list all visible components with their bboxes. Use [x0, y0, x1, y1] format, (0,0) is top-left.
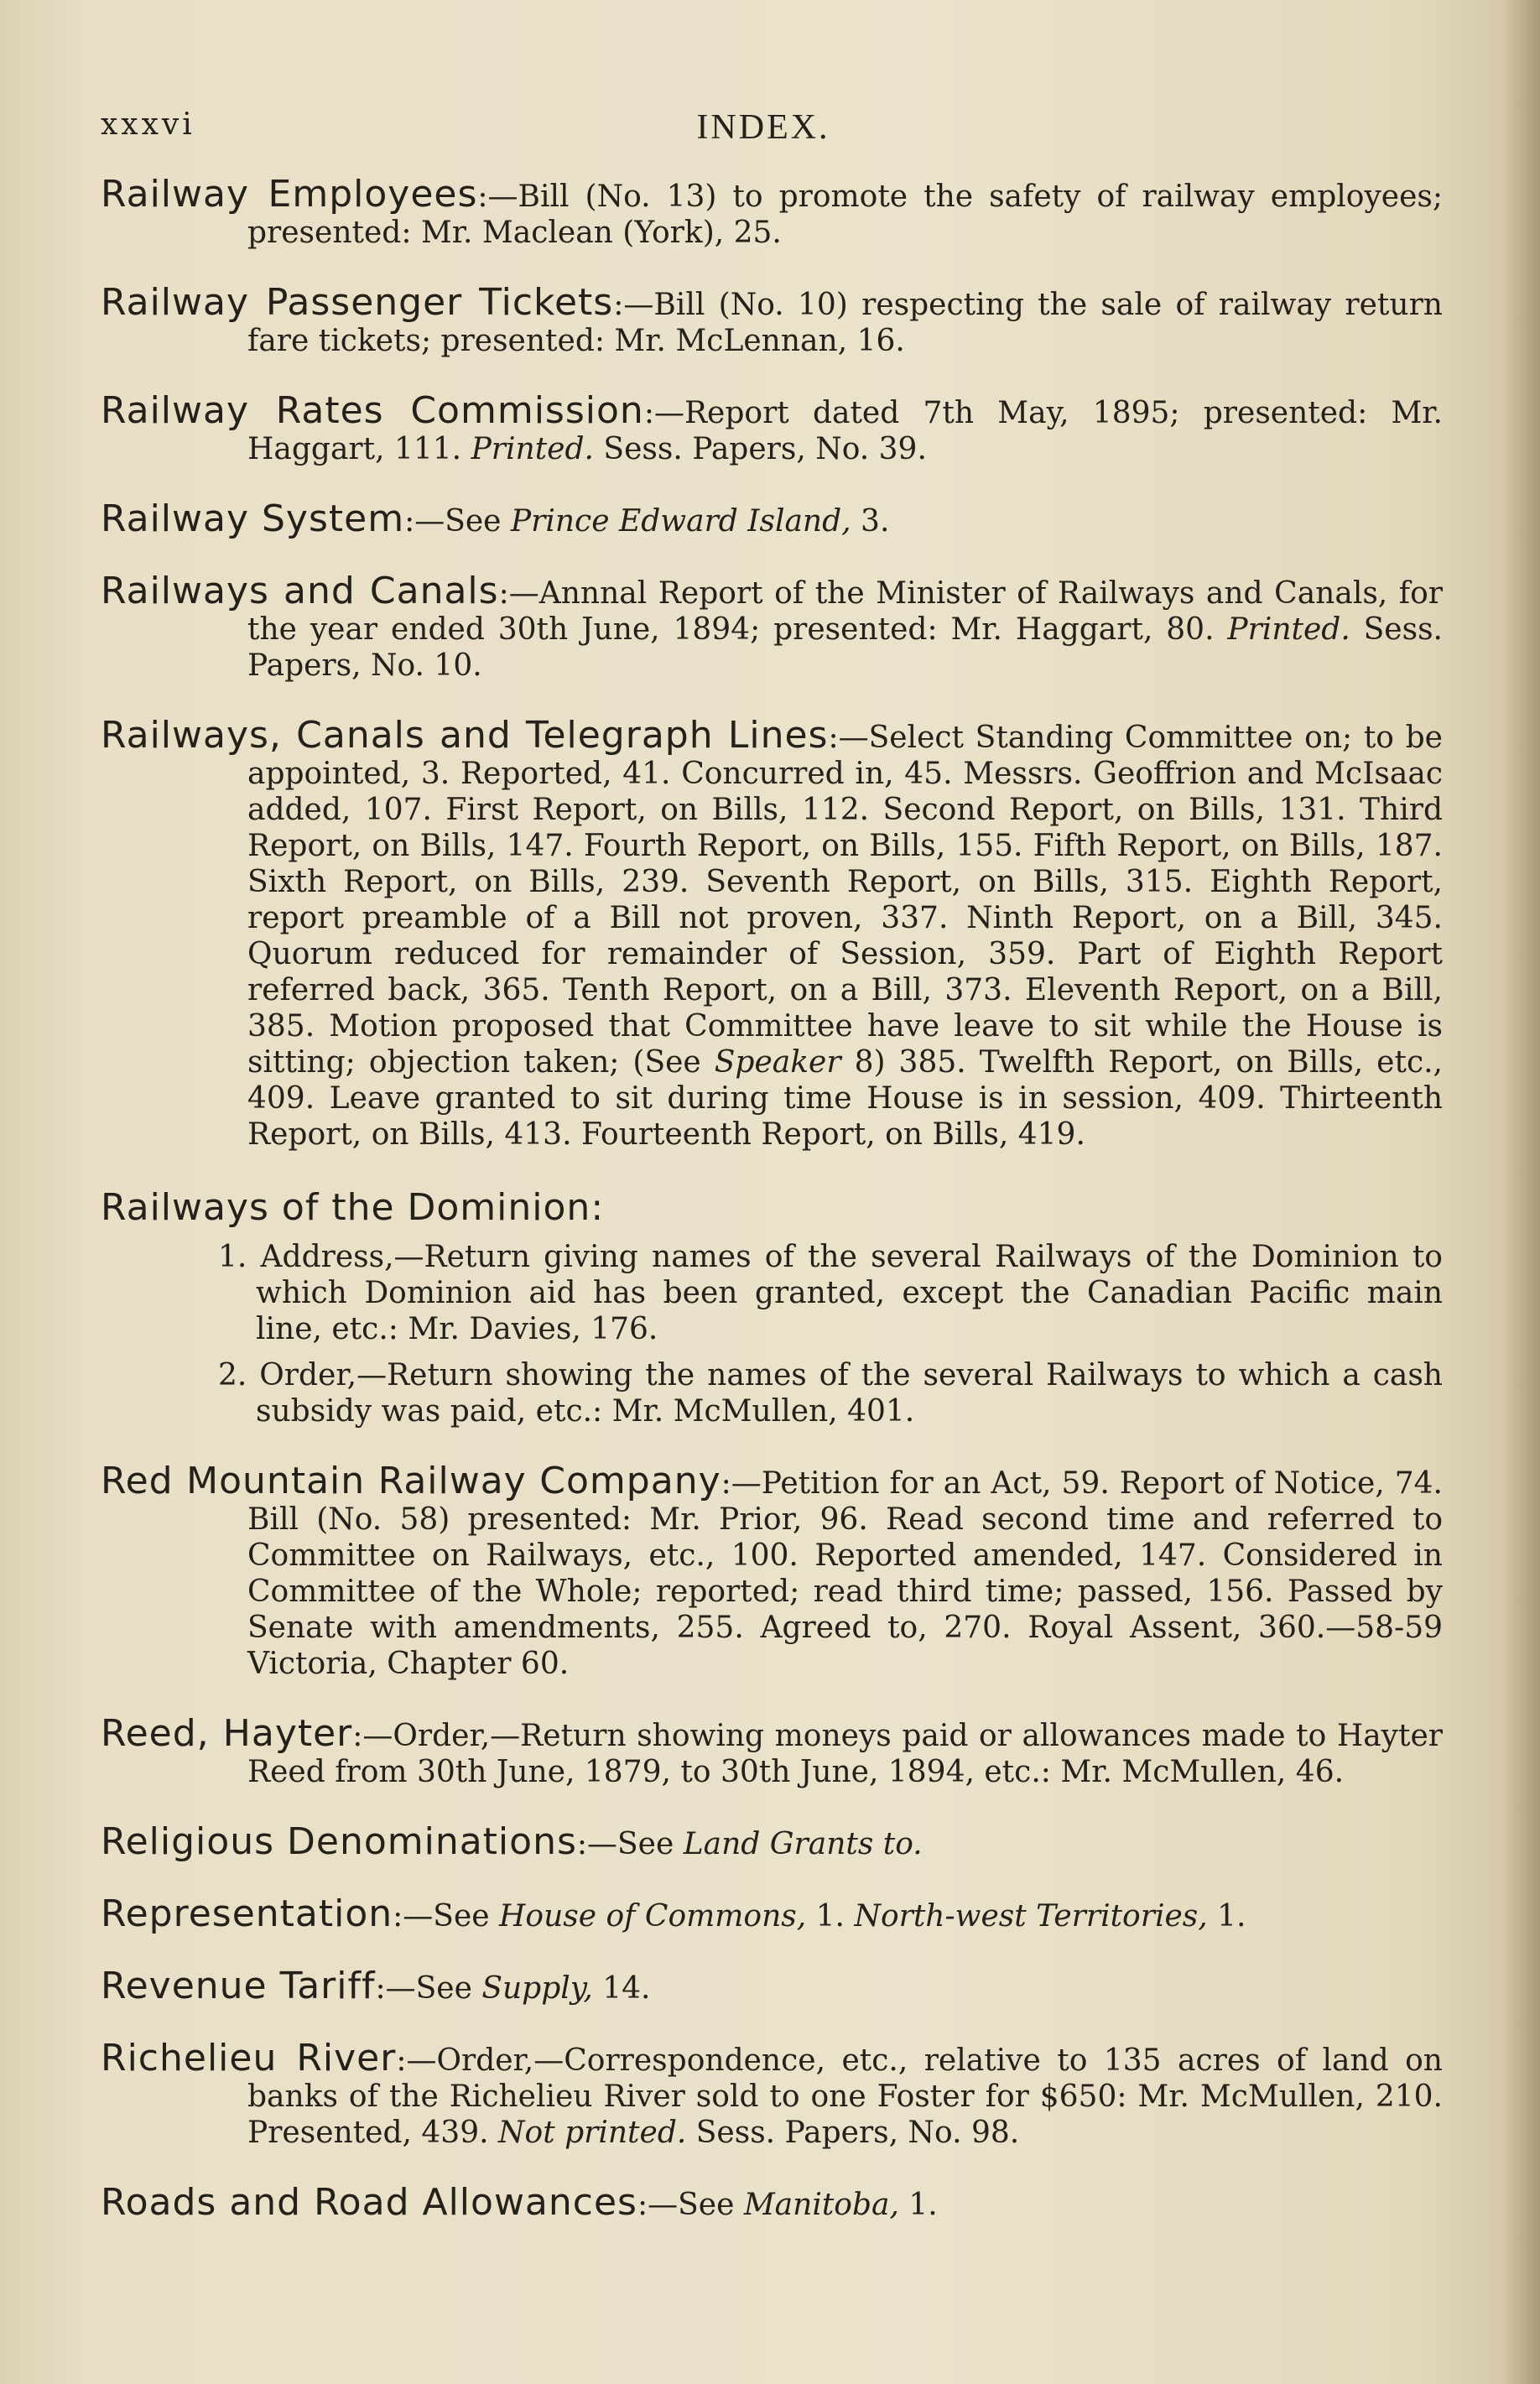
entry-text-after: 8) 385. Twelfth Report, on Bills, etc., 409. Leave granted to sit during time House is in session, 409. Thirteenth Report, on Bills, 413. Fourteenth Report, on Bills, 419. — [247, 1045, 1443, 1152]
entry-heading: Railway Employees — [101, 173, 478, 216]
item-text: Address,—Return giving names of the several Railways of the Dominion to which Dominion aid has been granted, except the Canadian Pacific main line, etc.: Mr. Davies, 176. — [256, 1240, 1443, 1346]
entry-italic: Printed. — [1227, 612, 1350, 647]
entry-italic: House of Commons, — [499, 1899, 807, 1934]
entry-heading: Representation — [101, 1892, 393, 1935]
entry-text: :—See — [637, 2188, 744, 2222]
running-title: INDEX. — [696, 108, 830, 147]
entry-heading: Railway Passenger Tickets — [101, 281, 614, 324]
entry-heading: Roads and Road Allowances — [101, 2181, 637, 2224]
index-entry — [101, 1712, 1444, 1790]
entry-italic: Prince Edward Island, — [510, 504, 851, 539]
entry-text-after: Sess. Papers, No. 39. — [593, 432, 927, 466]
entry-text: :—Petition for an Act, 59. Report of Notice, 74. Bill (No. 58) presented: Mr. Prior, 96. Read second time and referred to Committee on Railways, etc., 100. Reported amended, 147. Considered in Committee of the Whole; reported; read third time; passed, 156. Passed by Senate with amendments, 255. Agreed to, 270. Royal Assent, 360.—58-59 Victoria, Chapter 60. — [247, 1466, 1443, 1681]
entry-heading: Railways and Canals — [101, 570, 499, 612]
page-edge-shadow — [1503, 0, 1540, 2384]
entry-heading: Revenue Tariff — [101, 1965, 376, 2007]
index-entry — [101, 281, 1443, 359]
index-entry — [101, 570, 1444, 684]
entry-text: :—Select Standing Committee on; to be appointed, 3. Reported, 41. Concurred in, 45. Messrs. Geoffrion and McIsaac added, 107. First Report, on Bills, 112. Second Report, on Bills, 131. Third Report, on Bills, 147. Fourth Report, on Bills, 155. Fifth Report, on Bills, 187. Sixth Report, on Bills, 239. Seventh Report, on Bills, 315. Eighth Report, report preamble of a Bill not proven, 337. Ninth Report, on a Bill, 345. Quorum reduced for remainder of Session, 359. Part of Eighth Report referred back, 365. Tenth Report, on a Bill, 373. Eleventh Report, on a Bill, 385. Motion proposed that Committee have leave to sit while the House is sitting; objection taken; (See — [247, 721, 1443, 1080]
entry-text-after-2: 1. — [1207, 1899, 1246, 1934]
entry-text-after: 1. — [898, 2188, 938, 2222]
entry-text-after: 1. — [806, 1899, 855, 1934]
entry-text: :—Order,—Correspondence, etc., relative to 135 acres of land on banks of the Richelieu River sold to one Foster for $650: Mr. McMullen, 210. Presented, 439. — [247, 2043, 1443, 2150]
page-header — [92, 107, 1434, 158]
entry-text: :—Order,—Return showing moneys paid or allowances made to Hayter Reed from 30th June, 1879, to 30th June, 1894, etc.: Mr. McMullen, 46. — [247, 1719, 1444, 1789]
entry-text: :—See — [393, 1899, 500, 1934]
entry-text: :—Bill (No. 13) to promote the safety of railway employees; presented: Mr. Maclean (York), 25. — [247, 180, 1443, 250]
index-entry — [101, 2037, 1443, 2151]
entry-text: :—See — [375, 1971, 482, 2006]
entry-text-after: Sess. Papers, No. 10. — [247, 612, 1443, 683]
entry-heading: Religious Denominations — [101, 1820, 577, 1863]
index-entry — [101, 389, 1444, 467]
entry-text: :—Bill (No. 10) respecting the sale of railway return fare tickets; presented: Mr. McLennan, 16. — [247, 288, 1443, 358]
index-entry — [101, 497, 1443, 540]
list-item — [101, 1239, 1443, 1347]
index-entry — [101, 1820, 1443, 1863]
index-entries — [101, 173, 1444, 2256]
entry-italic: Supply, — [481, 1971, 593, 2006]
entry-heading: Reed, Hayter — [101, 1712, 353, 1755]
entry-text: :—Annnal Report of the Minister of Railways and Canals, for the year ended 30th June, 1894; presented: Mr. Haggart, 80. — [247, 576, 1444, 647]
index-entry — [101, 173, 1443, 251]
dominion-block — [101, 1186, 1443, 1429]
entry-heading: Red Mountain Railway Company — [101, 1460, 721, 1502]
index-entry — [101, 2181, 1443, 2224]
entry-italic: Speaker — [714, 1045, 841, 1080]
index-entry — [101, 1892, 1443, 1935]
entry-heading: Railways, Canals and Telegraph Lines — [101, 714, 829, 757]
entry-italic-2: North-west Territories, — [854, 1899, 1208, 1934]
entry-text: :—See — [404, 504, 511, 539]
page-number: xxxvi — [101, 107, 195, 142]
entry-text-after: 3. — [851, 504, 890, 539]
entry-text-after: 14. — [592, 1971, 651, 2006]
entry-italic: Manitoba, — [743, 2188, 899, 2222]
entry-heading: Railways of the Dominion: — [101, 1186, 605, 1229]
entry-heading: Railway System — [101, 497, 405, 540]
index-entry — [101, 1965, 1443, 2007]
entry-italic: Printed. — [471, 432, 594, 466]
item-number: 1. — [218, 1240, 247, 1274]
item-text: Order,—Return showing the names of the several Railways to which a cash subsidy was paid, etc.: Mr. McMullen, 401. — [256, 1358, 1443, 1429]
index-entry — [101, 714, 1443, 1153]
list-item — [101, 1357, 1443, 1429]
entry-text: :—See — [576, 1827, 684, 1861]
item-number: 2. — [218, 1358, 247, 1392]
entry-heading: Railway Rates Commission — [101, 389, 644, 432]
entry-italic: Not printed. — [498, 2116, 687, 2150]
entry-italic: Land Grants to. — [683, 1827, 923, 1861]
entry-heading: Richelieu River — [101, 2037, 397, 2079]
entry-text-after: Sess. Papers, No. 98. — [686, 2116, 1020, 2150]
entry-text: :—Report dated 7th May, 1895; presented: Mr. Haggart, 111. — [247, 396, 1444, 466]
index-entry — [101, 1460, 1443, 1682]
